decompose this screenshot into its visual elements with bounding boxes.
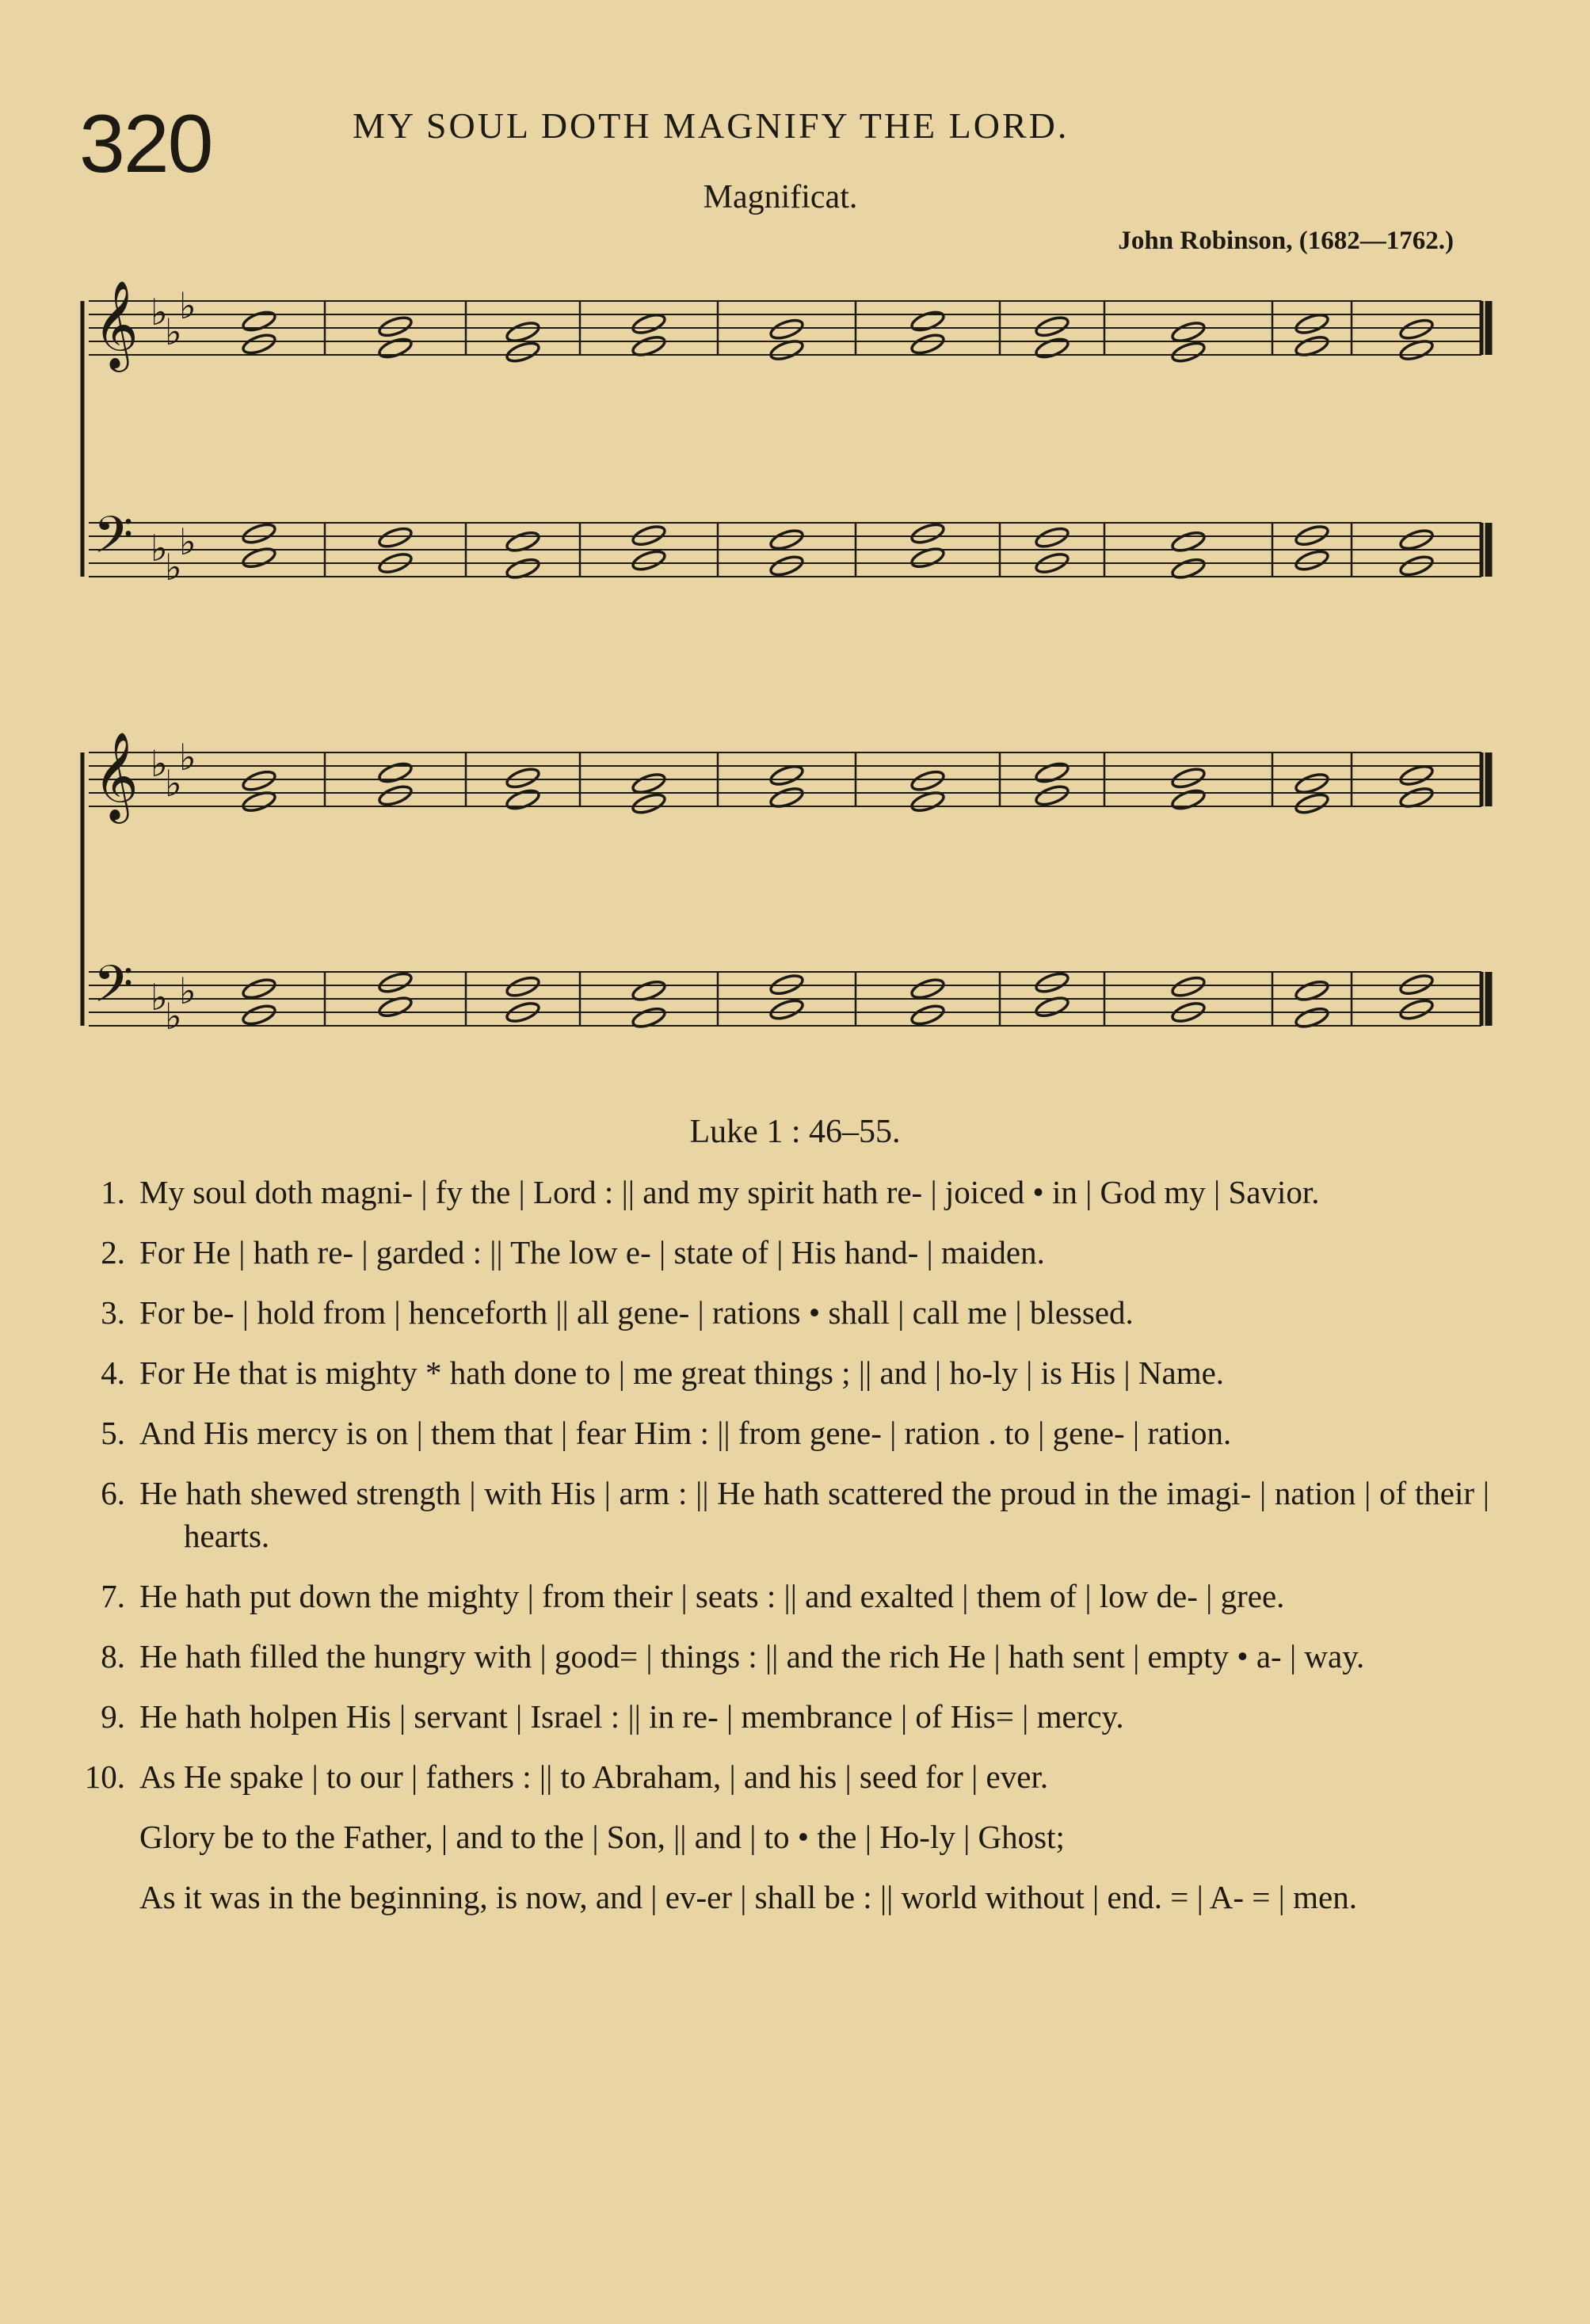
tenor-note (1170, 974, 1207, 999)
verse-number: 3. (101, 1294, 125, 1331)
verse-item (79, 1695, 1489, 1738)
verse-text: As it was in the beginning, is now, and | ev-er | shall be : || world without | end. = | A- = | men. (139, 1879, 1357, 1915)
verse-text: Glory be to the Father, | and to the | Son, || and | to • the | Ho-ly | Ghost; (139, 1819, 1065, 1855)
treble-note (241, 768, 277, 793)
flat-icon: ♭ (165, 762, 182, 805)
doxology-line (79, 1876, 1489, 1918)
verse-item (79, 1635, 1489, 1678)
alto-note (505, 787, 541, 812)
tenor-note (1398, 528, 1435, 552)
verse-item (79, 1412, 1489, 1454)
treble-note (377, 760, 414, 785)
music-score (0, 0, 1590, 1109)
alto-note (377, 336, 414, 360)
alto-note (909, 332, 946, 356)
hymn-subtitle: Magnificat. (703, 179, 858, 215)
treble-note (768, 317, 805, 341)
tenor-note (377, 525, 414, 550)
verse-text: He hath put down the mighty | from their | seats : || and exalted | them of | low de- | gree. (139, 1578, 1285, 1614)
tenor-note (909, 521, 946, 546)
verse-text: He hath filled the hungry with | good= | things : || and the rich He | hath sent | empty • a- | way. (139, 1638, 1365, 1674)
hymn-number: 320 (79, 98, 212, 190)
treble-note (241, 309, 277, 333)
flat-icon: ♭ (165, 311, 182, 353)
verse-number: 4. (101, 1354, 125, 1391)
treble-note (1170, 766, 1207, 791)
flat-icon: ♭ (179, 284, 196, 327)
score-systems (82, 280, 1489, 1038)
verse-text: My soul doth magni- | fy the | Lord : || and my spirit hath re- | joiced • in | God my | Savior. (139, 1174, 1320, 1210)
treble-note (1398, 317, 1435, 341)
flat-icon: ♭ (151, 742, 168, 785)
verse-text: He hath shewed strength | with His | arm : || He hath scattered the proud in the imagi- | nation | of their | hearts. (139, 1475, 1489, 1554)
verse-text: And His mercy is on | them that | fear Him : || from gene- | ration . to | gene- | ration. (139, 1415, 1232, 1451)
treble-note (377, 314, 414, 339)
alto-note (1034, 783, 1070, 808)
alto-note (1294, 791, 1330, 816)
verse-number: 7. (101, 1578, 125, 1614)
treble-note (505, 766, 541, 791)
composer-credit: John Robinson, (1682—1762.) (1118, 227, 1454, 255)
flat-icon: ♭ (151, 291, 168, 333)
verse-number: 5. (101, 1415, 125, 1451)
treble-note (1034, 760, 1070, 785)
bass-clef-icon: 𝄢 (93, 506, 134, 577)
alto-note (1170, 340, 1207, 364)
bass-note (909, 1003, 946, 1027)
bass-note (241, 1003, 277, 1027)
verse-text: As He spake | to our | fathers : || to Abraham, | and his | seed for | ever. (139, 1758, 1049, 1795)
flat-icon: ♭ (165, 546, 182, 589)
verse-text: He hath holpen His | servant | Israel : || in re- | membrance | of His= | mercy. (139, 1698, 1124, 1735)
flat-icon: ♭ (165, 995, 182, 1038)
verse-item (79, 1291, 1489, 1334)
alto-note (505, 340, 541, 364)
alto-note (1034, 336, 1070, 360)
flat-icon: ♭ (151, 976, 168, 1019)
bass-note (1294, 548, 1330, 573)
alto-note (631, 791, 667, 816)
doxology-line (79, 1815, 1489, 1858)
treble-note (909, 309, 946, 333)
verse-item (79, 1171, 1489, 1213)
bass-note (1398, 997, 1435, 1022)
verse-item (79, 1755, 1489, 1798)
tenor-note (241, 977, 277, 1001)
verse-list (79, 1171, 1489, 1936)
treble-clef-icon: 𝄞 (93, 731, 139, 820)
verse-text: For be- | hold from | henceforth || all gene- | rations • shall | call me | blessed. (139, 1294, 1134, 1331)
verse-number: 1. (101, 1174, 125, 1210)
hymn-title: MY SOUL DOTH MAGNIFY THE LORD. (353, 105, 1070, 146)
tenor-note (768, 528, 805, 552)
verse-number: 9. (101, 1698, 125, 1735)
bass-note (1398, 554, 1435, 578)
verse-item (79, 1351, 1489, 1394)
tenor-note (909, 977, 946, 1001)
flat-icon: ♭ (179, 520, 196, 563)
flat-icon: ♭ (151, 527, 168, 570)
treble-note (909, 768, 946, 793)
bass-clef-icon: 𝄢 (93, 955, 134, 1027)
verse-text: For He that is mighty * hath done to | me great things ; || and | ho-ly | is His | Name. (139, 1354, 1225, 1391)
scripture-reference: Luke 1 : 46–55. (689, 1114, 901, 1150)
alto-note (241, 332, 277, 356)
verse-item (79, 1231, 1489, 1274)
treble-note (1034, 314, 1070, 339)
bass-note (768, 554, 805, 578)
verse-item (79, 1472, 1489, 1557)
verse-number: 8. (101, 1638, 125, 1674)
verse-number: 6. (101, 1475, 125, 1511)
verse-item (79, 1575, 1489, 1617)
bass-note (768, 997, 805, 1022)
flat-icon: ♭ (179, 970, 196, 1012)
alto-note (1170, 787, 1207, 812)
verse-text: For He | hath re- | garded : || The low e- | state of | His hand- | maiden. (139, 1234, 1045, 1271)
bass-note (631, 548, 667, 573)
alto-note (377, 783, 414, 808)
verse-number: 10. (84, 1758, 125, 1795)
verse-number: 2. (101, 1234, 125, 1271)
tenor-note (1034, 525, 1070, 550)
treble-clef-icon: 𝄞 (93, 280, 139, 368)
tenor-note (505, 974, 541, 999)
tenor-note (1034, 970, 1070, 995)
flat-icon: ♭ (179, 736, 196, 779)
tenor-note (241, 521, 277, 546)
tenor-note (377, 970, 414, 995)
